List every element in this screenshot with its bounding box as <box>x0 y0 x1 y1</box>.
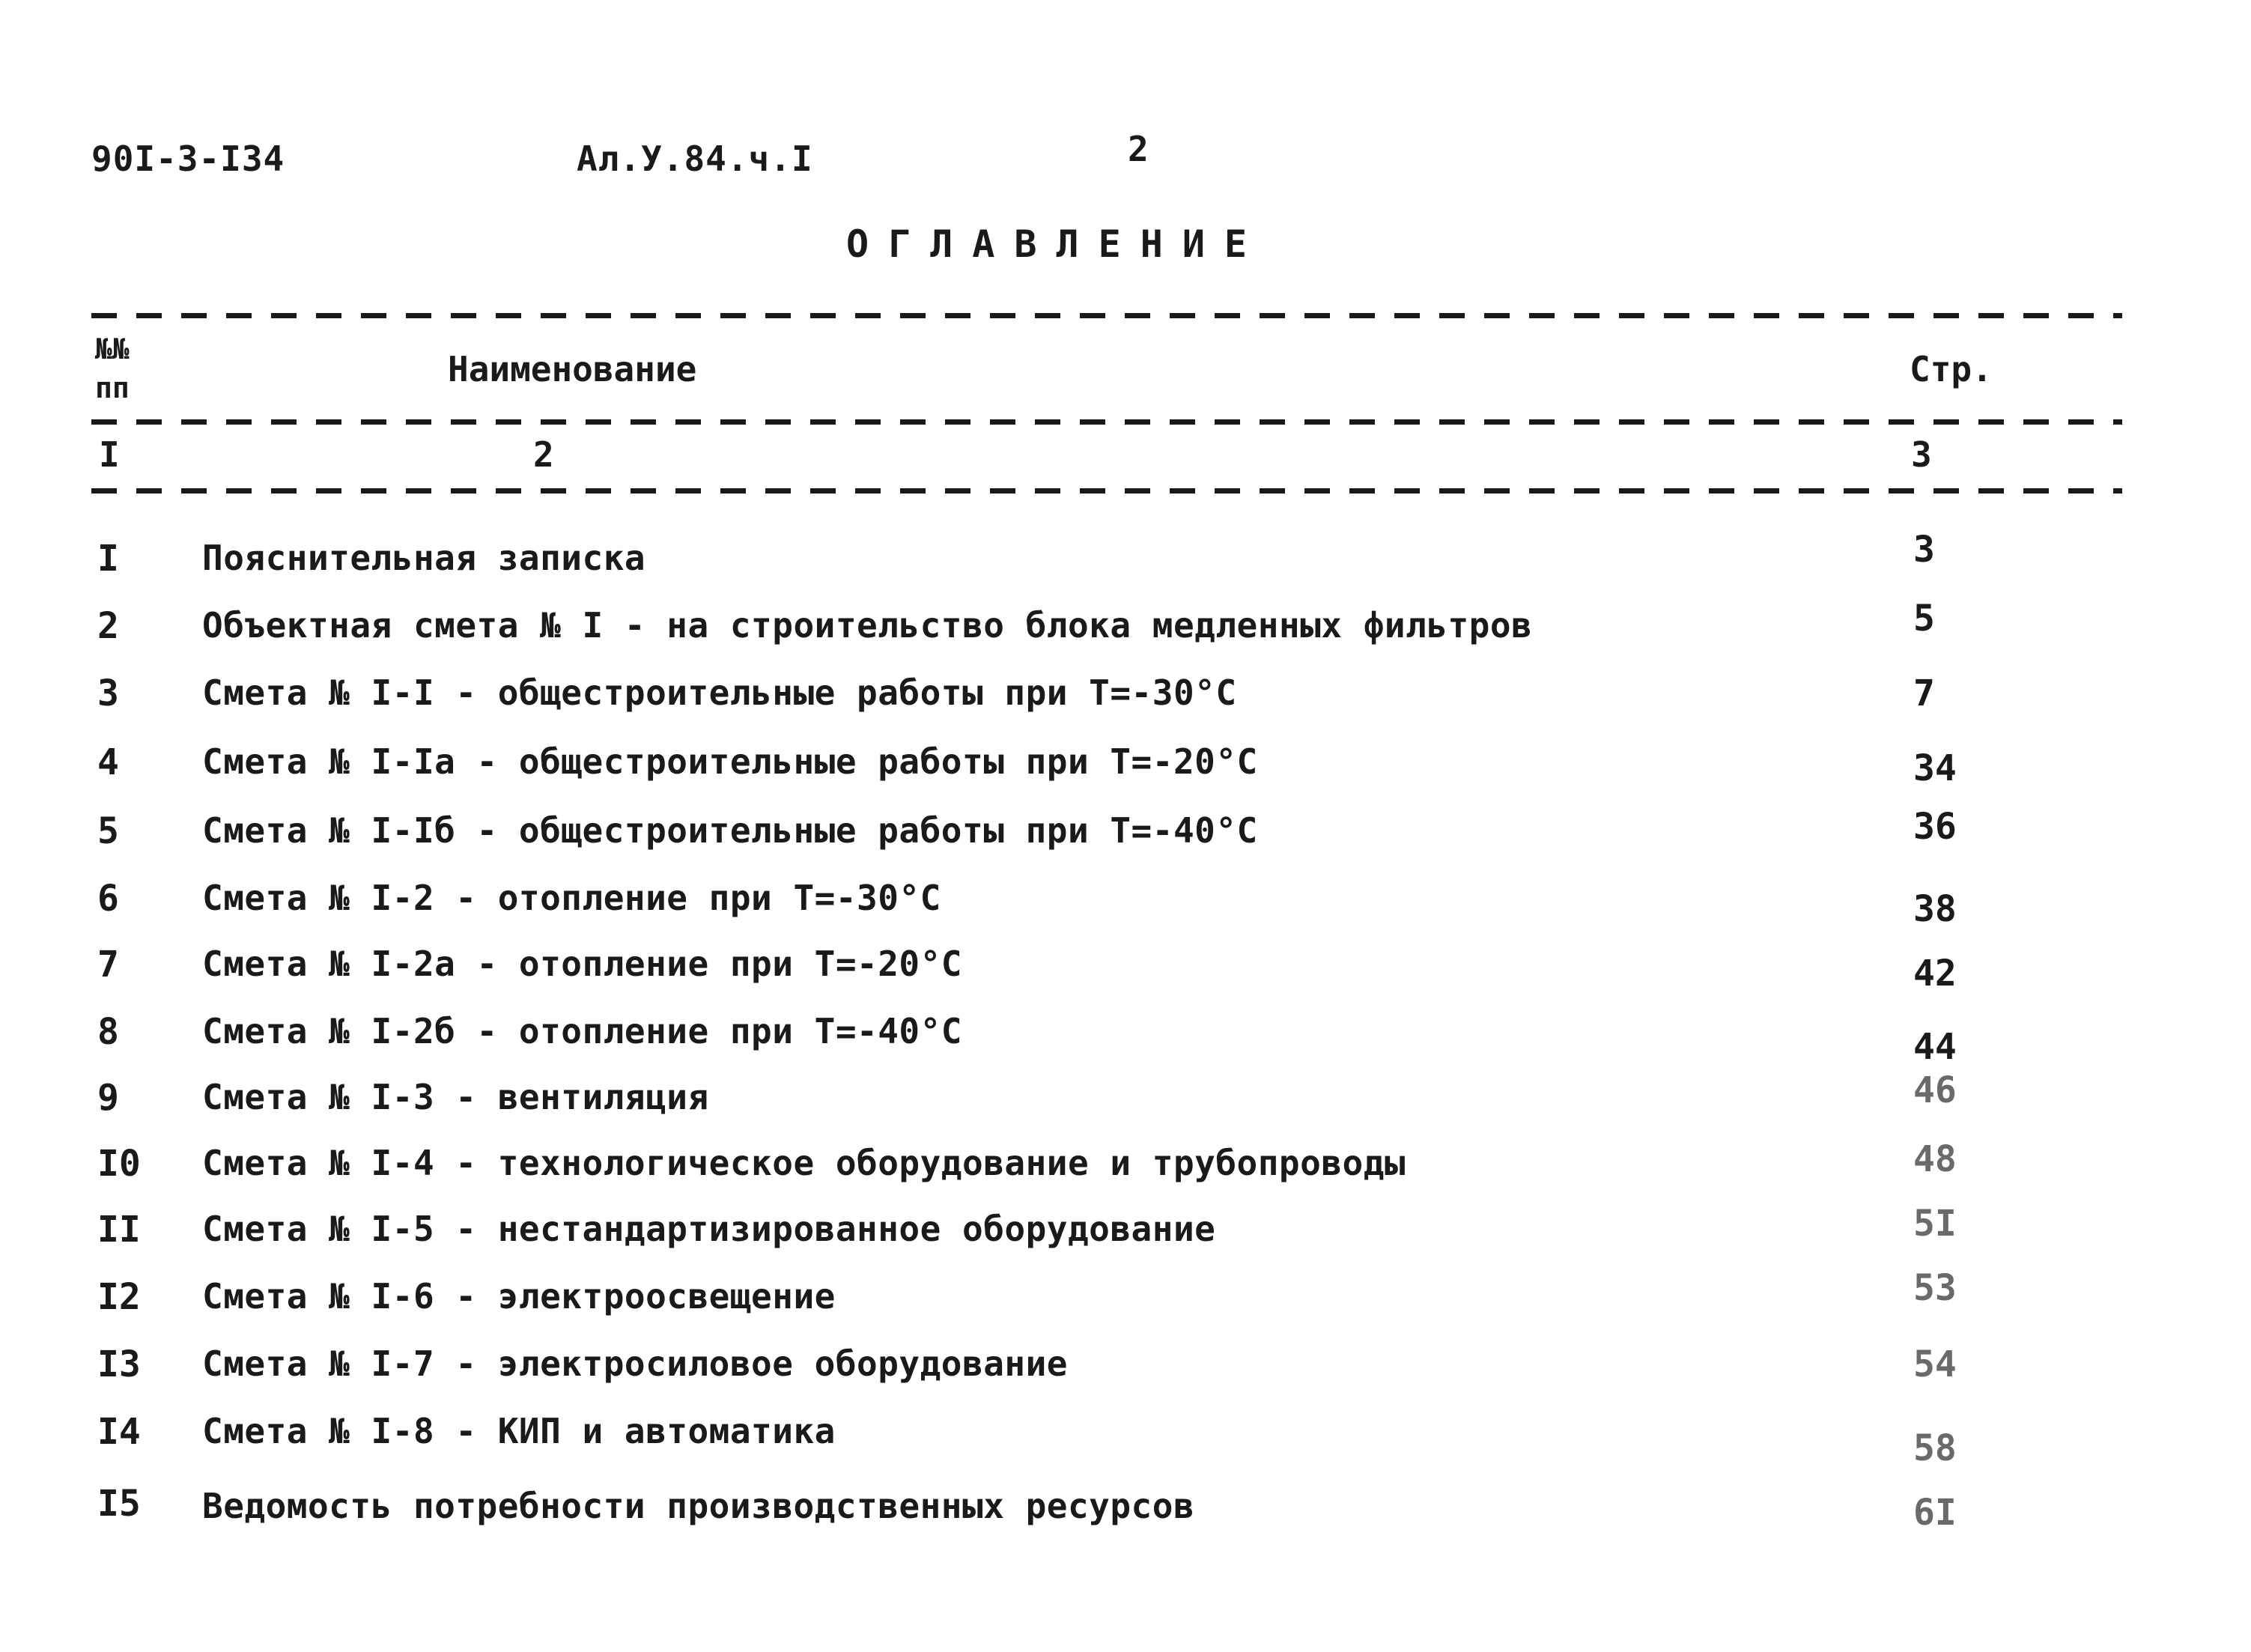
row-number: I3 <box>97 1343 141 1385</box>
row-page: 54 <box>1913 1343 1957 1385</box>
row-page: 7 <box>1913 672 1935 714</box>
row-number: 6 <box>97 878 119 920</box>
row-title: Смета № I-4 - технологическое оборудование и трубопроводы <box>202 1143 1406 1183</box>
row-title: Смета № I-2 - отопление при T=-30°C <box>202 878 941 918</box>
row-page: 42 <box>1913 953 1957 994</box>
row-number: 3 <box>97 672 119 714</box>
row-page: 36 <box>1913 806 1957 848</box>
row-page: 48 <box>1913 1138 1957 1180</box>
row-page: 5I <box>1913 1203 1957 1245</box>
row-page: 34 <box>1913 747 1957 789</box>
album-designation: Ал.У.84.ч.I <box>577 139 813 179</box>
row-number: I4 <box>97 1411 141 1453</box>
row-page: 5 <box>1913 598 1935 640</box>
page-title: ОГЛАВЛЕНИЕ <box>846 222 1267 266</box>
column-header-page: Стр. <box>1910 349 1993 389</box>
table-header-rule <box>91 419 2122 425</box>
row-page: 38 <box>1913 888 1957 930</box>
row-number: 5 <box>97 810 119 852</box>
row-page: 3 <box>1913 529 1935 571</box>
row-title: Смета № I-3 - вентиляция <box>202 1077 709 1117</box>
column-header-name: Наименование <box>448 349 697 389</box>
column-header-number: №№ пп <box>95 332 130 404</box>
row-title: Смета № I-Iб - общестроительные работы при T=-40°C <box>202 810 1258 851</box>
row-number: I5 <box>97 1483 141 1525</box>
row-number: 2 <box>97 605 119 647</box>
row-title: Ведомость потребности производственных ресурсов <box>202 1486 1195 1526</box>
row-number: I <box>97 538 119 580</box>
row-title: Смета № I-2а - отопление при T=-20°C <box>202 944 962 984</box>
row-title: Объектная смета № I - на строительство блока медленных фильтров <box>202 605 1533 646</box>
row-title: Смета № I-6 - электроосвещение <box>202 1276 836 1317</box>
row-page: 44 <box>1913 1026 1957 1068</box>
row-page: 46 <box>1913 1069 1957 1111</box>
row-title: Смета № I-Iа - общестроительные работы при T=-20°C <box>202 741 1258 782</box>
column-index-name: 2 <box>533 434 554 475</box>
row-number: 9 <box>97 1077 119 1119</box>
column-index-page: 3 <box>1911 434 1932 475</box>
row-number: II <box>97 1209 141 1251</box>
row-page: 58 <box>1913 1427 1957 1469</box>
column-index-number: I <box>99 434 120 475</box>
row-title: Смета № I-7 - электросиловое оборудование <box>202 1343 1068 1384</box>
row-title: Смета № I-5 - нестандартизированное оборудование <box>202 1209 1216 1249</box>
row-number: 8 <box>97 1011 119 1053</box>
row-title: Пояснительная записка <box>202 538 646 578</box>
row-number: I2 <box>97 1276 141 1318</box>
row-number: I0 <box>97 1143 141 1185</box>
row-title: Смета № I-2б - отопление при T=-40°C <box>202 1011 962 1051</box>
page-number: 2 <box>1128 129 1149 169</box>
row-title: Смета № I-I - общестроительные работы при T=-30°C <box>202 672 1237 713</box>
row-number: 4 <box>97 741 119 783</box>
row-page: 6I <box>1913 1492 1957 1534</box>
row-number: 7 <box>97 944 119 986</box>
table-top-rule <box>91 313 2122 318</box>
row-page: 53 <box>1913 1267 1957 1309</box>
table-index-rule <box>91 488 2122 494</box>
row-title: Смета № I-8 - КИП и автоматика <box>202 1411 836 1451</box>
document-code: 90I-3-I34 <box>91 139 285 179</box>
